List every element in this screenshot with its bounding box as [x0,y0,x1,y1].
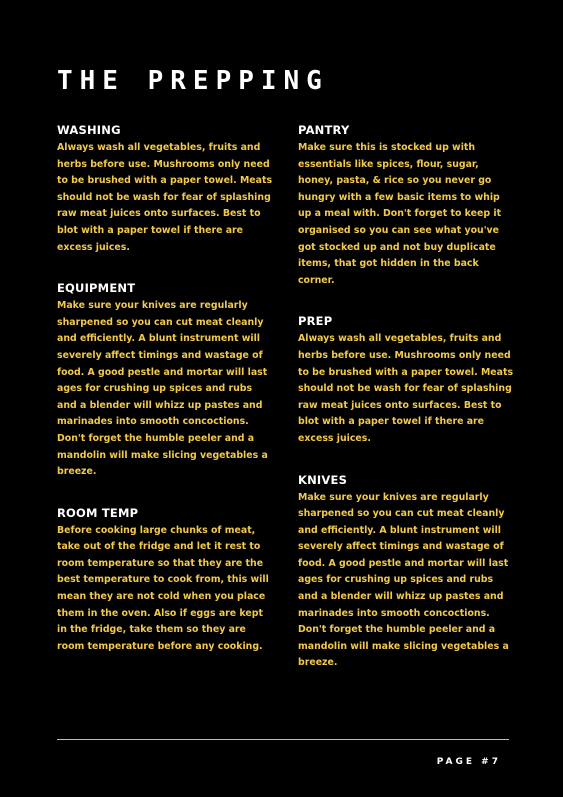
section-body: Always wash all vegetables, fruits and herbs before use. Mushrooms only need to be brushed with a paper towel. Meats should not be wash for fear of splashing raw meat juices onto surfaces. Best to blot with a paper towel if there are excess juices. [298,333,514,444]
footer-divider [57,739,509,740]
section-heading: PREP [298,314,333,329]
section-body: Before cooking large chunks of meat, take out of the fridge and let it rest to room temperature so that they are the best temperature to cook from, this will mean they are not cold when you place them in the oven. Also if eggs are kept in the fridge, take them so they are room temperature before any cooking. [57,524,269,652]
right-column [298,122,514,696]
section-body: Make sure this is stocked up with essentials like spices, flour, sugar, honey, pasta, & rice so you never go hungry with a few basic items to whip up a meal with. Don't forget to keep it organised so you can see what you've got stocked up and not buy duplicate items, that got hidden in the back corner. [298,142,502,286]
section-pantry [298,122,514,289]
section-heading: EQUIPMENT [57,281,136,296]
section-prep [298,313,514,447]
section-heading: WASHING [57,123,121,137]
section-washing [57,122,275,256]
left-column [57,122,275,679]
page-number: PAGE #7 [436,757,501,767]
section-heading: ROOM TEMP [57,505,139,520]
section-body: Make sure your knives are regularly sharpened so you can cut meat cleanly and efficiently. A blunt instrument will severely affect timings and wastage of food. A good pestle and mortar will last ages for crushing up spices and rubs and a blender will whizz up pastes and marinades into smooth concoctions. Don't forget the humble peeler and a mandolin will make slicing vegetables a breeze. [298,491,509,669]
section-heading: PANTRY [298,123,350,137]
page-title: THE PREPPING [57,66,329,96]
section-heading: KNIVES [298,472,348,487]
section-room-temp [57,505,275,656]
section-equipment [57,280,275,481]
section-body: Always wash all vegetables, fruits and herbs before use. Mushrooms only need to be brushed with a paper towel. Meats should not be wash for fear of splashing raw meat juices onto surfaces. Best to blot with a paper towel if there are excess juices. [57,142,273,253]
section-body: Make sure your knives are regularly sharpened so you can cut meat cleanly and efficiently. A blunt instrument will severely affect timings and wastage of food. A good pestle and mortar will last ages for crushing up spices and rubs and a blender will whizz up pastes and marinades into smooth concoctions. Don't forget the humble peeler and a mandolin will make slicing vegetables a breeze. [57,300,268,478]
section-knives [298,472,514,673]
